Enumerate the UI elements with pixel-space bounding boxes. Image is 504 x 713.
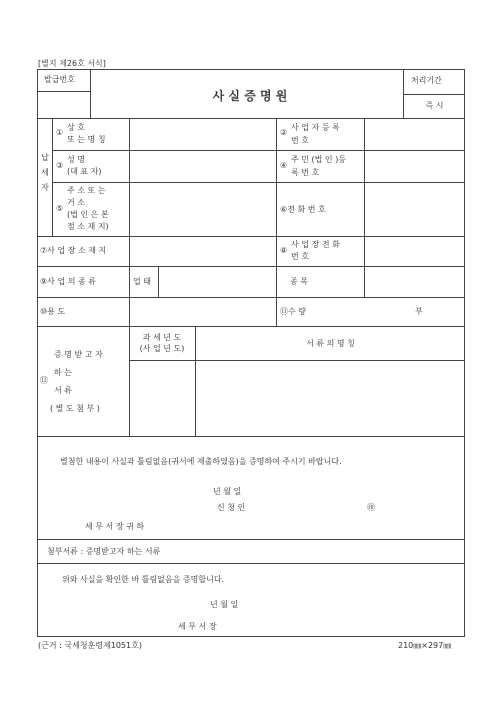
- row3-left-marker: ⑤: [56, 204, 64, 213]
- divider: [364, 118, 365, 297]
- divider: [52, 150, 465, 151]
- divider: [37, 297, 465, 298]
- address-label-2: 거 소: [67, 198, 85, 207]
- divider: [52, 118, 53, 236]
- divider: [37, 436, 465, 437]
- applicant-label: 신 청 인: [217, 503, 246, 512]
- seal-mark: ㊞: [367, 503, 375, 512]
- quantity-unit: 부: [415, 307, 423, 316]
- company-name-label: 상 호: [67, 123, 85, 132]
- business-category-label: 업 태: [133, 277, 151, 286]
- row1-right-marker: ②: [280, 128, 288, 137]
- divider: [37, 118, 465, 119]
- certify-docs-label-1: 증 명 받 고 자: [54, 350, 103, 359]
- row-business-phone-marker: ⑧: [280, 246, 288, 255]
- usage-label: ⑩용 도: [40, 307, 66, 316]
- certify-docs-label-2: 하 는: [54, 368, 72, 377]
- divider: [129, 360, 465, 361]
- attachment-note: 첨부서류 : 증명받고자 하는 서류: [47, 547, 161, 556]
- business-type-label: ⑨사 업 의 종 류: [40, 277, 96, 286]
- business-item-label: 종 목: [290, 277, 308, 286]
- tax-office-chief: 세 무 서 장: [178, 622, 217, 631]
- processing-period-label: 처리기간: [411, 76, 442, 85]
- tax-year-label: 과 세 년 도: [142, 333, 182, 342]
- taxpayer-label: 납세자: [41, 153, 49, 192]
- divider: [37, 91, 90, 92]
- divider: [403, 94, 465, 95]
- divider: [90, 69, 91, 118]
- request-date: 년 월 일: [213, 487, 242, 496]
- business-year-label: (사 업 년 도): [139, 344, 185, 353]
- paper-size: 210㎜×297㎜: [398, 641, 452, 650]
- divider: [37, 563, 465, 564]
- business-reg-no-label-2: 번 호: [291, 136, 309, 145]
- divider: [37, 539, 465, 540]
- address-label-1: 주 소 또 는: [67, 186, 106, 195]
- divider: [52, 182, 465, 183]
- document-name-label: 서 류 의 명 칭: [306, 339, 355, 348]
- resident-no-label-2: 록 번 호: [291, 168, 320, 177]
- divider: [276, 118, 277, 326]
- legal-basis: (근거 : 국세청훈령제1051호): [38, 641, 142, 650]
- issue-number-label: 발급번호: [44, 75, 75, 84]
- row1-left-marker: ①: [56, 128, 64, 137]
- confirm-statement: 위와 사실을 확인한 바 틀림없음을 증명합니다.: [62, 575, 225, 584]
- business-phone-label-2: 번 호: [291, 252, 309, 261]
- company-name-label-2: 또 는 명 칭: [67, 135, 106, 144]
- addressee: 세 무 서 장 귀 하: [85, 522, 145, 531]
- confirm-date: 년 월 일: [210, 600, 239, 609]
- row2-left-marker: ③: [56, 161, 64, 170]
- certify-docs-label-3: 서 류: [54, 386, 72, 395]
- business-location-label: ⑦사 업 장 소 재 지: [40, 246, 107, 255]
- row2-right-marker: ④: [280, 161, 288, 170]
- resident-no-label: 주 민 (법 인 )등: [291, 155, 347, 164]
- processing-period-value: 즉 시: [425, 101, 444, 110]
- form-code: [별지 제26호 서식]: [38, 59, 106, 68]
- divider: [129, 118, 130, 436]
- business-reg-no-label: 사 업 자 등 록: [291, 123, 340, 132]
- business-phone-label: 사 업 장 전 화: [291, 240, 340, 249]
- address-label-3: (법 인 은 본: [67, 210, 109, 219]
- phone-label: ⑥전 화 번 호: [280, 205, 326, 214]
- divider: [37, 266, 465, 267]
- divider: [37, 326, 465, 327]
- representative-label: (대 표 자): [67, 167, 102, 176]
- divider: [158, 266, 159, 297]
- quantity-label: ⑪수 량: [280, 307, 306, 316]
- name-label: 성 명: [67, 155, 85, 164]
- request-statement: 별첨한 내용이 사실과 틀림없음(귀서에 제출하였음)을 증명하여 주시기 바랍니다.: [60, 457, 342, 466]
- certify-docs-marker: ⑫: [40, 376, 48, 385]
- form-title: 사 실 증 명 원: [212, 89, 288, 103]
- divider: [37, 236, 465, 237]
- certify-docs-label-4: ( 별 도 첨 부 ): [50, 404, 100, 413]
- address-label-4: 점 소 재 지): [67, 222, 109, 231]
